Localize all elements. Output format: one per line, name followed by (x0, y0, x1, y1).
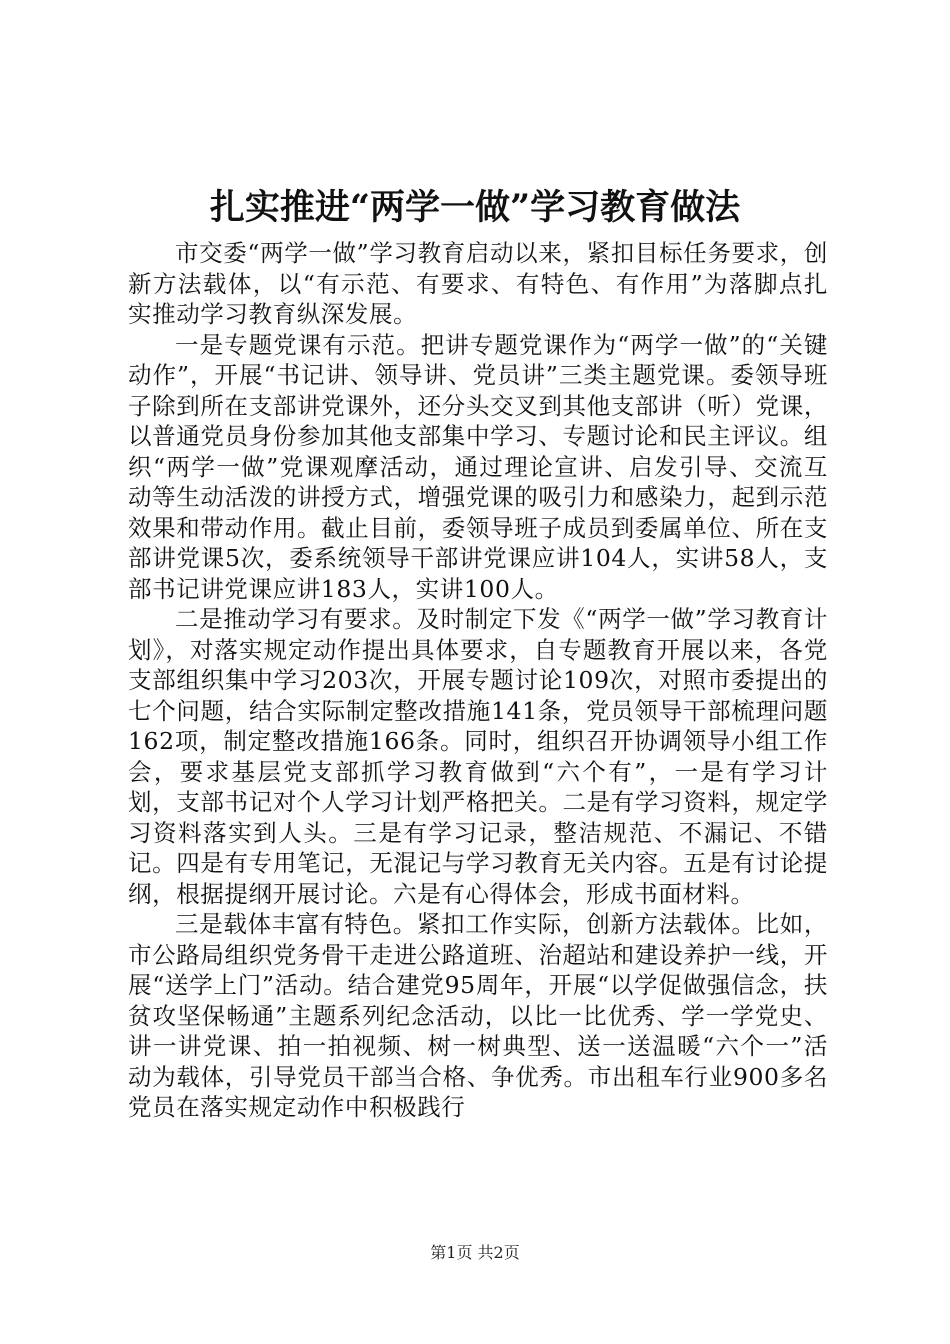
page-number-footer: 第1页 共2页 (430, 1243, 520, 1262)
paragraph-point-three: 三是载体丰富有特色。紧扣工作实际，创新方法载体。比如，市公路局组织党务骨干走进公路道班、治超站和建设养护一线，开展“送学上门”活动。结合建党95周年，开展“以学促做强信念，扶贫攻坚保畅通”主题系列纪念活动，以比一比优秀、学一学党史、讲一讲党课、拍一拍视频、树一树典型、送一送温暖“六个一”活动为载体，引导党员干部当合格、争优秀。市出租车行业900多名党员在落实规定动作中积极践行 (128, 910, 828, 1121)
document-title: 扎实推进“两学一做”学习教育做法 (209, 187, 741, 228)
paragraph-intro: 市交委“两学一做”学习教育启动以来，紧扣目标任务要求，创新方法载体，以“有示范、有要求、有特色、有作用”为落脚点扎实推动学习教育纵深发展。 (128, 239, 828, 328)
document-body (128, 238, 828, 1123)
paragraph-point-two: 二是推动学习有要求。及时制定下发《“两学一做”学习教育计划》，对落实规定动作提出具体要求，自专题教育开展以来，各党支部组织集中学习203次，开展专题讨论109次，对照市委提出的七个问题，结合实际制定整改措施141条，党员领导干部梳理问题162项，制定整改措施166条。同时，组织召开协调领导小组工作会，要求基层党支部抓学习教育做到“六个有”，一是有学习计划，支部书记对个人学习计划严格把关。二是有学习资料，规定学习资料落实到人头。三是有学习记录，整洁规范、不漏记、不错记。四是有专用笔记，无混记与学习教育无关内容。五是有讨论提纲，根据提纲开展讨论。六是有心得体会，形成书面材料。 (128, 605, 828, 908)
paragraph-point-one: 一是专题党课有示范。把讲专题党课作为“两学一做”的“关键动作”，开展“书记讲、领导讲、党员讲”三类主题党课。委领导班子除到所在支部讲党课外，还分头交叉到其他支部讲（听）党课，以普通党员身份参加其他支部集中学习、专题讨论和民主评议。组织“两学一做”党课观摩活动，通过理论宣讲、启发引导、交流互动等生动活泼的讲授方式，增强党课的吸引力和感染力，起到示范效果和带动作用。截止目前，委领导班子成员到委属单位、所在支部讲党课5次，委系统领导干部讲党课应讲104人，实讲58人，支部书记讲党课应讲183人，实讲100人。 (128, 330, 828, 603)
